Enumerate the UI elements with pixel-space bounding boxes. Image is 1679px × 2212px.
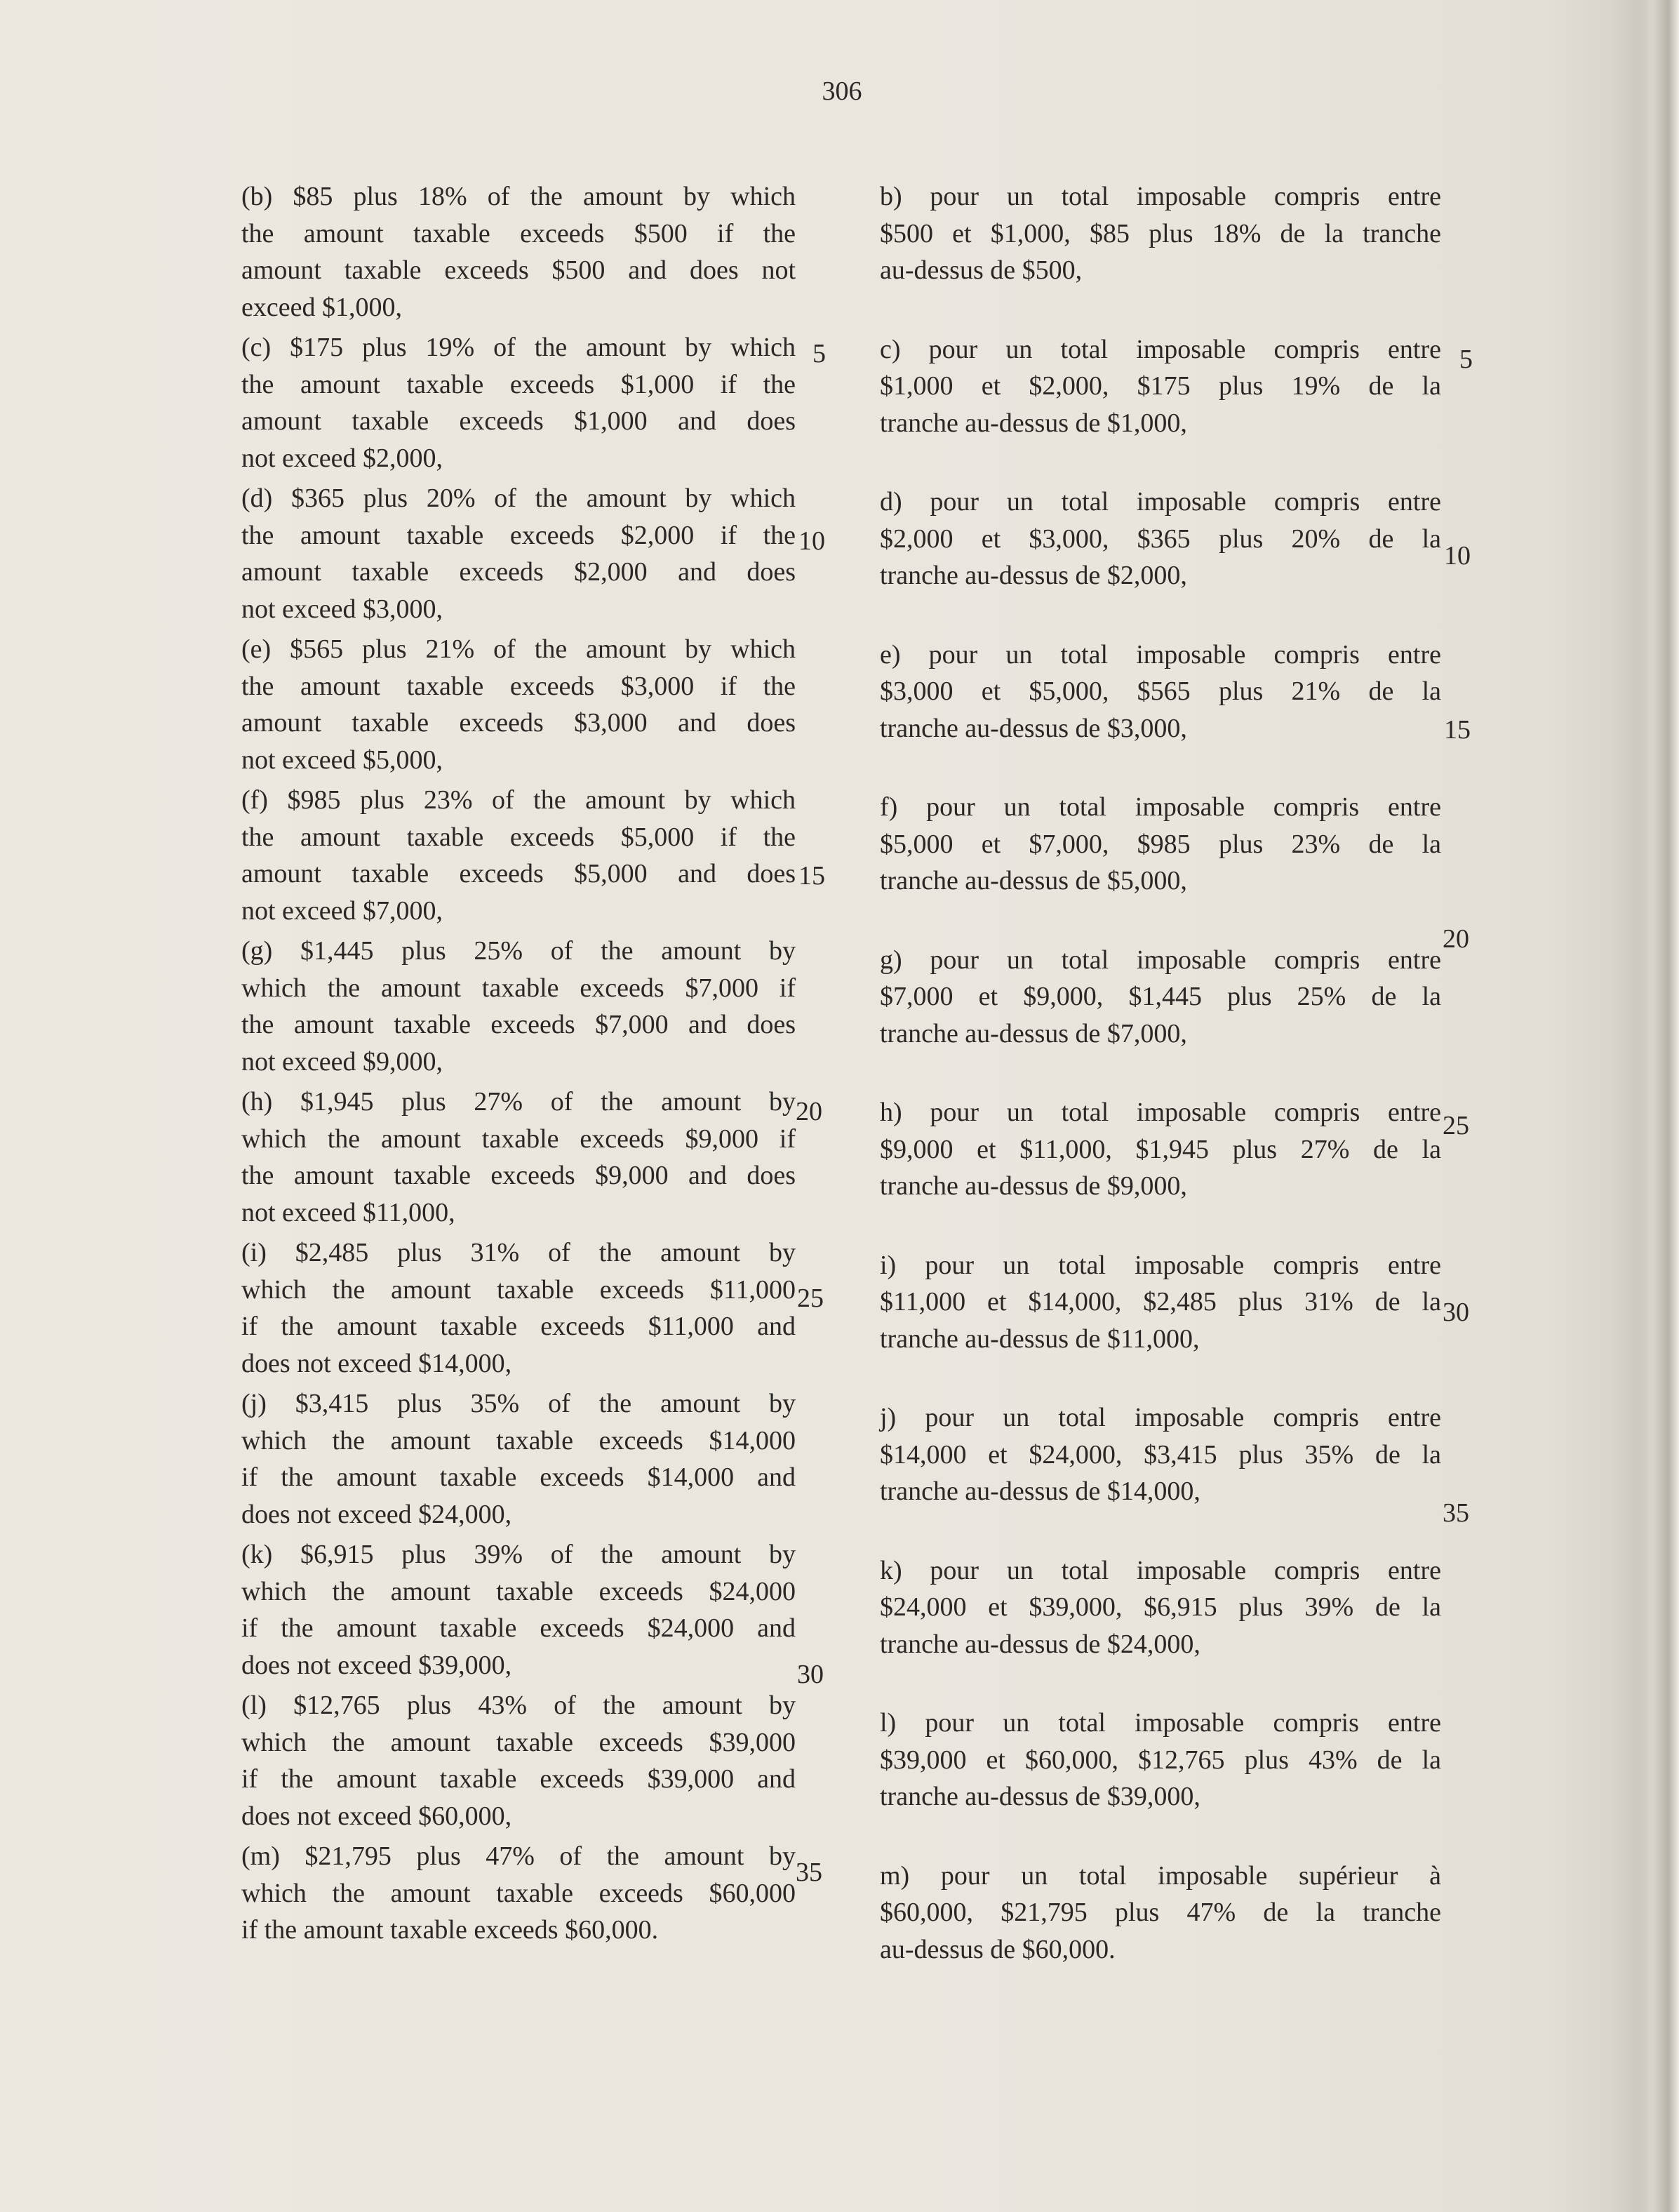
french-line: tranche au-dessus de $14,000,	[880, 1477, 1200, 1506]
english-line: if the amount taxable exceeds $24,000 and	[241, 1613, 796, 1643]
french-line: tranche au-dessus de $5,000,	[880, 866, 1187, 895]
french-line: k) pour un total imposable compris entre	[880, 1555, 1441, 1585]
french-line: e) pour un total imposable compris entre	[880, 639, 1441, 669]
french-column	[880, 178, 1441, 2010]
french-line: au-dessus de $500,	[880, 255, 1083, 285]
english-line-number: 35	[796, 1858, 822, 1887]
french-line: $39,000 et $60,000, $12,765 plus 43% de la	[880, 1745, 1441, 1775]
french-line: $60,000, $21,795 plus 47% de la tranche	[880, 1898, 1441, 1927]
english-paragraph	[241, 1838, 796, 1949]
english-line: which the amount taxable exceeds $39,000	[241, 1727, 796, 1757]
english-line: (h) $1,945 plus 27% of the amount by	[241, 1087, 796, 1117]
english-line-number: 5	[812, 339, 826, 368]
french-line: f) pour un total imposable compris entre	[880, 792, 1441, 822]
english-line: the amount taxable exceeds $500 if the	[241, 218, 796, 248]
french-line-number: 20	[1443, 924, 1469, 954]
english-line: which the amount taxable exceeds $60,000	[241, 1878, 796, 1908]
french-line: tranche au-dessus de $7,000,	[880, 1018, 1187, 1048]
french-line: j) pour un total imposable compris entre	[880, 1403, 1441, 1432]
french-paragraph	[880, 1552, 1441, 1663]
french-paragraph	[880, 1399, 1441, 1510]
english-line: does not exceed $39,000,	[241, 1650, 512, 1680]
english-line: the amount taxable exceeds $7,000 and does	[241, 1010, 796, 1039]
french-paragraph	[880, 942, 1441, 1053]
french-line: $500 et $1,000, $85 plus 18% de la tranche	[880, 218, 1441, 248]
french-paragraph	[880, 331, 1441, 442]
english-line: (f) $985 plus 23% of the amount by which	[241, 785, 796, 815]
french-paragraph	[880, 1094, 1441, 1205]
english-line: (l) $12,765 plus 43% of the amount by	[241, 1691, 796, 1720]
english-line: (c) $175 plus 19% of the amount by which	[241, 333, 796, 362]
english-line-number: 20	[796, 1097, 822, 1126]
english-line: which the amount taxable exceeds $14,000	[241, 1425, 796, 1455]
english-line: amount taxable exceeds $1,000 and does	[241, 406, 796, 436]
page-number: 306	[822, 76, 862, 106]
english-line: exceed $1,000,	[241, 292, 402, 322]
english-line: if the amount taxable exceeds $14,000 and	[241, 1463, 796, 1492]
french-line: d) pour un total imposable compris entre	[880, 487, 1441, 517]
english-line: not exceed $7,000,	[241, 895, 443, 926]
french-line: $7,000 et $9,000, $1,445 plus 25% de la	[880, 982, 1441, 1011]
english-line: not exceed $5,000,	[241, 745, 443, 775]
french-line: tranche au-dessus de $3,000,	[880, 713, 1187, 743]
french-paragraph	[880, 178, 1441, 289]
english-column	[241, 178, 796, 1952]
english-paragraph	[241, 480, 796, 627]
english-line: the amount taxable exceeds $1,000 if the	[241, 369, 796, 399]
english-line-number: 10	[798, 526, 825, 556]
english-paragraph	[241, 329, 796, 477]
french-line: tranche au-dessus de $24,000,	[880, 1629, 1200, 1659]
french-line: $3,000 et $5,000, $565 plus 21% de la	[880, 677, 1441, 706]
english-line: which the amount taxable exceeds $7,000 if	[241, 973, 796, 1003]
english-line: the amount taxable exceeds $5,000 if the	[241, 822, 796, 852]
french-paragraph	[880, 637, 1441, 747]
book-gutter	[1637, 0, 1679, 2212]
english-line: if the amount taxable exceeds $39,000 and	[241, 1764, 796, 1794]
english-paragraph	[241, 178, 796, 326]
french-line: l) pour un total imposable compris entre	[880, 1708, 1441, 1738]
english-line: (e) $565 plus 21% of the amount by which	[241, 634, 796, 664]
french-paragraph	[880, 789, 1441, 900]
english-line: (d) $365 plus 20% of the amount by which	[241, 484, 796, 513]
french-paragraph	[880, 484, 1441, 594]
french-line: $24,000 et $39,000, $6,915 plus 39% de la	[880, 1592, 1441, 1622]
french-line: tranche au-dessus de $2,000,	[880, 561, 1187, 590]
english-line: the amount taxable exceeds $3,000 if the	[241, 671, 796, 701]
english-line: (g) $1,445 plus 25% of the amount by	[241, 936, 796, 966]
french-line: $5,000 et $7,000, $985 plus 23% de la	[880, 829, 1441, 859]
english-line: not exceed $9,000,	[241, 1046, 443, 1077]
french-line: au-dessus de $60,000.	[880, 1934, 1116, 1964]
english-line-number: 15	[798, 861, 825, 891]
english-line: does not exceed $14,000,	[241, 1348, 512, 1378]
french-paragraph	[880, 1247, 1441, 1358]
english-line: amount taxable exceeds $5,000 and does	[241, 859, 796, 888]
french-line: tranche au-dessus de $11,000,	[880, 1324, 1200, 1354]
english-line: not exceed $3,000,	[241, 594, 443, 624]
english-line: the amount taxable exceeds $2,000 if the	[241, 520, 796, 550]
english-paragraph	[241, 1536, 796, 1684]
french-line-number: 5	[1459, 345, 1473, 374]
english-line: if the amount taxable exceeds $60,000.	[241, 1915, 659, 1945]
english-line: (b) $85 plus 18% of the amount by which	[241, 182, 796, 211]
english-paragraph	[241, 1084, 796, 1231]
english-line: which the amount taxable exceeds $24,000	[241, 1576, 796, 1606]
french-line-number: 10	[1444, 541, 1471, 571]
french-line: $9,000 et $11,000, $1,945 plus 27% de la	[880, 1134, 1441, 1164]
french-line-number: 25	[1443, 1111, 1469, 1140]
french-line: tranche au-dessus de $9,000,	[880, 1171, 1187, 1201]
english-paragraph	[241, 782, 796, 929]
english-line: the amount taxable exceeds $9,000 and does	[241, 1161, 796, 1190]
french-line: b) pour un total imposable compris entre	[880, 182, 1441, 211]
english-paragraph	[241, 933, 796, 1080]
english-line: (j) $3,415 plus 35% of the amount by	[241, 1389, 796, 1418]
english-paragraph	[241, 631, 796, 778]
english-paragraph	[241, 1234, 796, 1382]
english-line: does not exceed $60,000,	[241, 1801, 512, 1831]
english-line: amount taxable exceeds $2,000 and does	[241, 557, 796, 587]
french-line: $11,000 et $14,000, $2,485 plus 31% de la	[880, 1287, 1441, 1317]
english-line: if the amount taxable exceeds $11,000 and	[241, 1312, 796, 1341]
french-line: g) pour un total imposable compris entre	[880, 945, 1441, 975]
french-line: $14,000 et $24,000, $3,415 plus 35% de la	[880, 1439, 1441, 1470]
english-line: amount taxable exceeds $500 and does not	[241, 255, 796, 285]
french-line: i) pour un total imposable compris entre	[880, 1250, 1441, 1280]
french-line: m) pour un total imposable supérieur à	[880, 1860, 1441, 1891]
english-paragraph	[241, 1385, 796, 1533]
french-paragraph	[880, 1858, 1441, 1968]
english-paragraph	[241, 1687, 796, 1834]
french-paragraph	[880, 1705, 1441, 1815]
french-line: $2,000 et $3,000, $365 plus 20% de la	[880, 524, 1441, 554]
french-line-number: 35	[1443, 1498, 1469, 1528]
english-line: (m) $21,795 plus 47% of the amount by	[241, 1841, 796, 1871]
english-line: not exceed $2,000,	[241, 443, 443, 473]
english-line: (i) $2,485 plus 31% of the amount by	[241, 1238, 796, 1267]
english-line: amount taxable exceeds $3,000 and does	[241, 708, 796, 738]
french-line: h) pour un total imposable compris entre	[880, 1098, 1441, 1127]
french-line: $1,000 et $2,000, $175 plus 19% de la	[880, 371, 1441, 401]
english-line: which the amount taxable exceeds $11,000	[241, 1274, 796, 1305]
french-line: tranche au-dessus de $39,000,	[880, 1782, 1200, 1811]
french-line-number: 30	[1443, 1298, 1469, 1327]
english-line: which the amount taxable exceeds $9,000 if	[241, 1124, 796, 1154]
english-line: does not exceed $24,000,	[241, 1499, 512, 1529]
english-line-number: 30	[797, 1660, 824, 1689]
english-line: not exceed $11,000,	[241, 1197, 455, 1227]
french-line: c) pour un total imposable compris entre	[880, 334, 1441, 364]
english-line-number: 25	[797, 1284, 824, 1313]
french-line: tranche au-dessus de $1,000,	[880, 408, 1187, 438]
french-line-number: 15	[1444, 715, 1471, 745]
english-line: (k) $6,915 plus 39% of the amount by	[241, 1540, 796, 1569]
